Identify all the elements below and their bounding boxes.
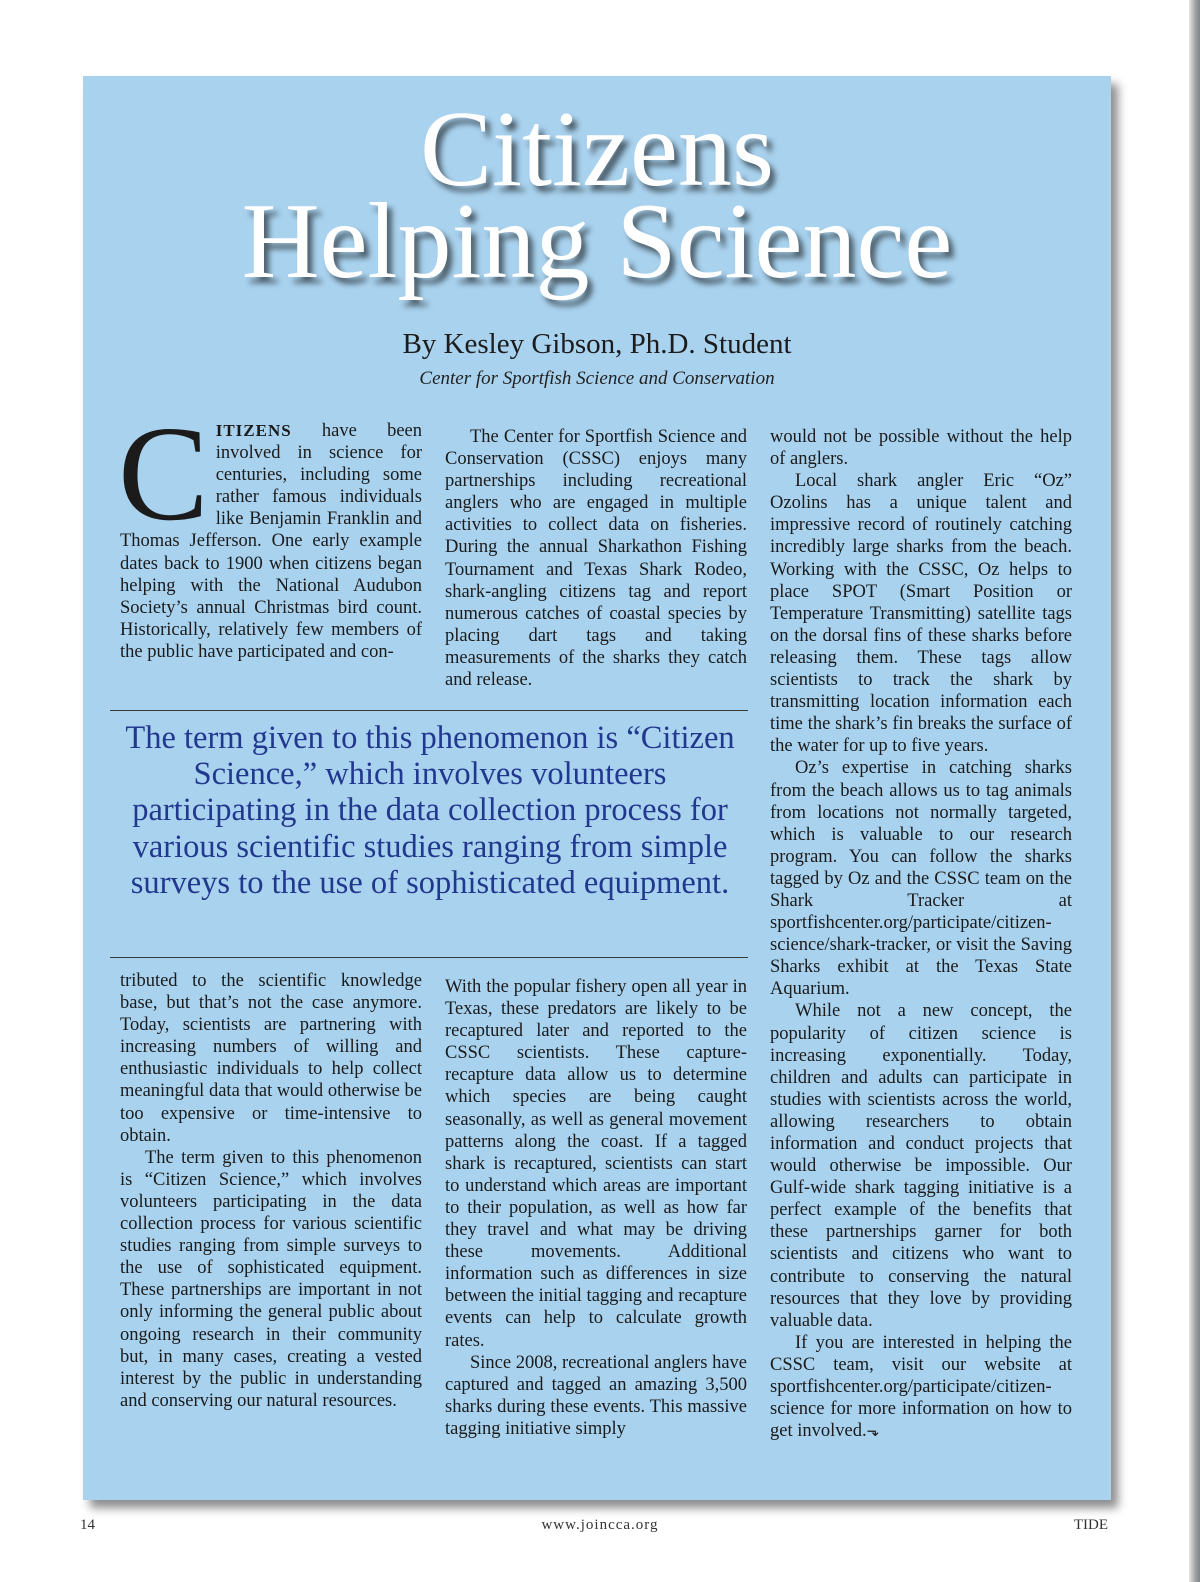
pull-quote: The term given to this phenomenon is “Citizen Science,” which involves volunteers participating in the data collection process for various scientific studies ranging from simple surveys to the use of sophisticated equipment. xyxy=(125,720,735,901)
title-line-2: Helping Science xyxy=(241,182,953,301)
lead-caps: ITIZENS xyxy=(215,421,292,440)
paragraph: Oz’s expertise in catching sharks from the beach allows us to tag animals from locations not normally targeted, which is valuable to our research program. You can follow the sharks tagged by Oz and the CSSC team on the Shark Tracker at sportfishcenter.org/participate/citizen-science/shark-tracker, or visit the Saving Sharks exhibit at the Texas State Aquarium. xyxy=(770,758,1072,1000)
pullquote-rule-top xyxy=(110,710,748,711)
paragraph: With the popular fishery open all year in Texas, these predators are likely to be recaptured later and reported to the CSSC scientists. These capture-recapture data allow us to determine which species are being caught seasonally, as well as general movement patterns along the coast. If a tagged shark is recaptured, scientists can start to understand which areas are important to their population, as well as how far they travel and what may be driving these movements. Additional information such as differences in size between the initial tagging and recapture events can help to calculate growth rates. xyxy=(445,977,747,1351)
paragraph: While not a new concept, the popularity of citizen science is increasing exponentially. Today, children and adults can participate in studies with scientists across the world, allowing researchers to obtain information and conduct projects that would otherwise be impossible. Our Gulf-wide shark tagging initiative is a perfect example of the benefits that these partnerships garner for both scientists and citizens who want to contribute to conserving the natural resources that they love by providing valuable data. xyxy=(770,1001,1072,1331)
lead-paragraph xyxy=(118,399,422,663)
column-3 xyxy=(770,426,1072,1443)
column-2-bottom xyxy=(445,976,747,1440)
column-1-top xyxy=(118,399,422,663)
closing-text: If you are interested in helping the CSSC team, visit our website at sportfishcenter.org/participate/citizen-science for more information on how to get involved. xyxy=(770,1332,1072,1442)
publication-name: TIDE xyxy=(1073,1517,1108,1533)
footer-url: www.joincca.org xyxy=(541,1517,659,1533)
column-2-top xyxy=(445,426,747,691)
drop-cap: C xyxy=(118,399,209,549)
page-edge xyxy=(1189,0,1200,1582)
end-of-article-icon: ⬎ xyxy=(866,1424,880,1441)
paragraph: would not be possible without the help of anglers. xyxy=(770,427,1072,470)
title-line-1: Citizens xyxy=(420,90,774,209)
paragraph: The term given to this phenomenon is “Citizen Science,” which involves volunteers participating in the data collection process for various scientific studies ranging from simple surveys to the use of sophisticated equipment. These partnerships are important in not only informing the general public about ongoing research in their community but, in many cases, creating a vested interest by the public in understanding and conserving our natural resources. xyxy=(120,1147,422,1411)
paragraph: The Center for Sportfish Science and Conservation (CSSC) enjoys many partnerships including recreational anglers who are engaged in multiple activities to collect data on fisheries. During the annual Sharkathon Fishing Tournament and Texas Shark Rodeo, shark-angling citizens tag and report numerous catches of coastal species by placing dart tags and taking measurements of the sharks they catch and release. xyxy=(445,427,747,691)
affiliation: Center for Sportfish Science and Conservation xyxy=(419,368,775,389)
paragraph: Local shark angler Eric “Oz” Ozolins has a unique talent and impressive record of routinely catching incredibly large sharks from the beach. Working with the CSSC, Oz helps to place SPOT (Smart Position or Temperature Transmitting) satellite tags on the dorsal fins of these sharks before releasing them. These tags allow scientists to track the shark by transmitting location information each time the shark’s fin breaks the surface of the water for up to five years. xyxy=(770,471,1072,757)
lead-text: have been involved in science for centuries, including some rather famous individuals like Benjamin Franklin and Thomas Jefferson. One early example dates back to 1900 when citizens began helping with the National Audubon Society’s annual Christmas bird count. Historically, relatively few members of the public have participated and con- xyxy=(120,421,422,662)
paragraph: tributed to the scientific knowledge base, but that’s not the case anymore. Today, scientists are partnering with increasing numbers of willing and enthusiastic individuals to help collect meaningful data that would otherwise be too expensive or time-intensive to obtain. xyxy=(120,971,422,1146)
pullquote-rule-bottom xyxy=(110,957,748,958)
byline: By Kesley Gibson, Ph.D. Student xyxy=(402,328,792,360)
page-number: 14 xyxy=(80,1517,95,1533)
column-1-bottom xyxy=(120,970,422,1412)
paragraph xyxy=(770,1332,1072,1443)
paragraph: Since 2008, recreational anglers have captured and tagged an amazing 3,500 sharks during these events. This massive tagging initiative simply xyxy=(445,1352,747,1439)
article-title xyxy=(83,90,1111,301)
